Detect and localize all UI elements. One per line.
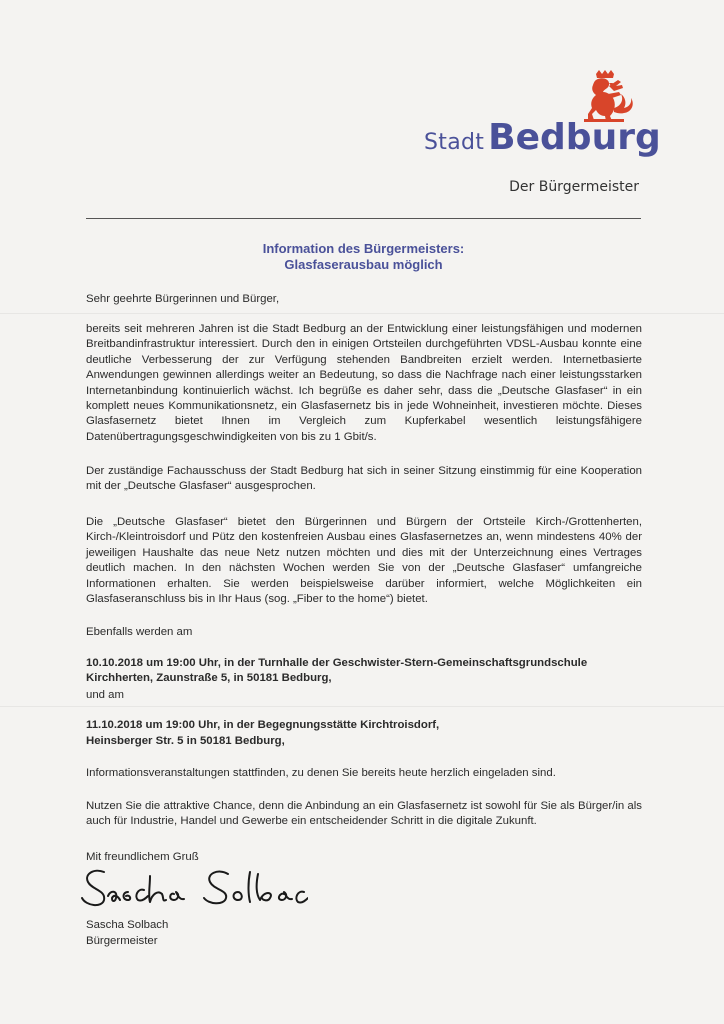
city-logo xyxy=(424,117,661,158)
paragraph-events-intro: Ebenfalls werden am xyxy=(86,626,193,638)
event-2-line-2: Heinsberger Str. 5 in 50181 Bedburg, xyxy=(86,735,285,747)
paper-fold xyxy=(0,706,724,707)
title-line-1: Information des Bürgermeisters: xyxy=(262,241,465,256)
paper-fold xyxy=(0,313,724,314)
signer-title: Bürgermeister xyxy=(86,935,158,947)
handwritten-signature xyxy=(78,866,308,910)
office-title: Der Bürgermeister xyxy=(509,179,639,195)
event-2-line-1: 11.10.2018 um 19:00 Uhr, in der Begegnungsstätte Kirchtroisdorf, xyxy=(86,719,440,731)
salutation: Sehr geehrte Bürgerinnen und Bürger, xyxy=(86,293,280,305)
paragraph-intro: bereits seit mehreren Jahren ist die Stadt Bedburg an der Entwicklung einer leistungsfähigen und modernen Breitbandinfrastruktur interessiert. Durch den in einigen Ortsteilen durchgeführten VDSL-Ausbau konnte eine deutliche Verbesserung der zur Verfügung stehenden Bandbreiten erzielt werden. Internetbasierte Anwendungen gewinnen allerdings weiter an Bedeutung, so dass die Nachfrage nach einer leistungsstarken Internetanbindung kontinuierlich wächst. Ich begrüße es daher sehr, dass die „Deutsche Glasfaser“ in ein komplett neues Kommunikationsnetz, ein Glasfasernetz bis in jede Wohneinheit, investieren möchte. Dieses Glasfasernetz bietet Ihnen im Vergleich zum Kupferkabel wesentlich leistungsfähigere Datenübertragungsgeschwindigkeiten von bis zu 1 Gbit/s. xyxy=(86,323,642,443)
closing: Mit freundlichem Gruß xyxy=(86,851,199,863)
lion-crest-icon xyxy=(574,70,636,122)
paragraph-committee: Der zuständige Fachausschuss der Stadt Bedburg hat sich in seiner Sitzung einstimmig für eine Kooperation mit der „Deutsche Glasfaser“ ausgesprochen. xyxy=(86,465,642,493)
logo-name: Bedburg xyxy=(488,117,661,158)
paragraph-offer: Die „Deutsche Glasfaser“ bietet den Bürgerinnen und Bürgern der Ortsteile Kirch-/Grottenherten, Kirch-/Kleintroisdorf und Pütz den kostenfreien Ausbau eines Glasfasernetzes an, wenn mindestens 40% der jeweiligen Haushalte das neue Netz nutzen möchten und dies mit der Unterzeichnung eines Vertrages deutlich machen. In den nächsten Wochen werden Sie von der „Deutsche Glasfaser“ umfangreiche Informationen erhalten. Sie werden beispielsweise darüber informiert, welche Möglichkeiten ein Glasfaseranschluss bis in Ihr Haus (sog. „Fiber to the home“) bietet. xyxy=(86,516,642,606)
title-line-2: Glasfaserausbau möglich xyxy=(284,257,443,272)
logo-prefix: Stadt xyxy=(424,130,485,155)
header-divider xyxy=(86,218,641,219)
event-1: 10.10.2018 um 19:00 Uhr, in der Turnhalle der Geschwister-Stern-Gemeinschaftsgrundschule Kirchherten, Zaunstraße 5, in 50181 Bedburg, xyxy=(86,657,588,685)
signer-name: Sascha Solbach xyxy=(86,919,169,931)
paragraph-invitation: Informationsveranstaltungen stattfinden, zu denen Sie bereits heute herzlich eingeladen sind. xyxy=(86,767,556,779)
paragraph-chance: Nutzen Sie die attraktive Chance, denn die Anbindung an ein Glasfasernetz ist sowohl für Sie als Bürger/in als auch für Industrie, Handel und Gewerbe ein entscheidender Schritt in die digitale Zukunft. xyxy=(86,800,642,828)
conjunction-text: und am xyxy=(86,689,124,701)
letter-title xyxy=(86,241,641,273)
